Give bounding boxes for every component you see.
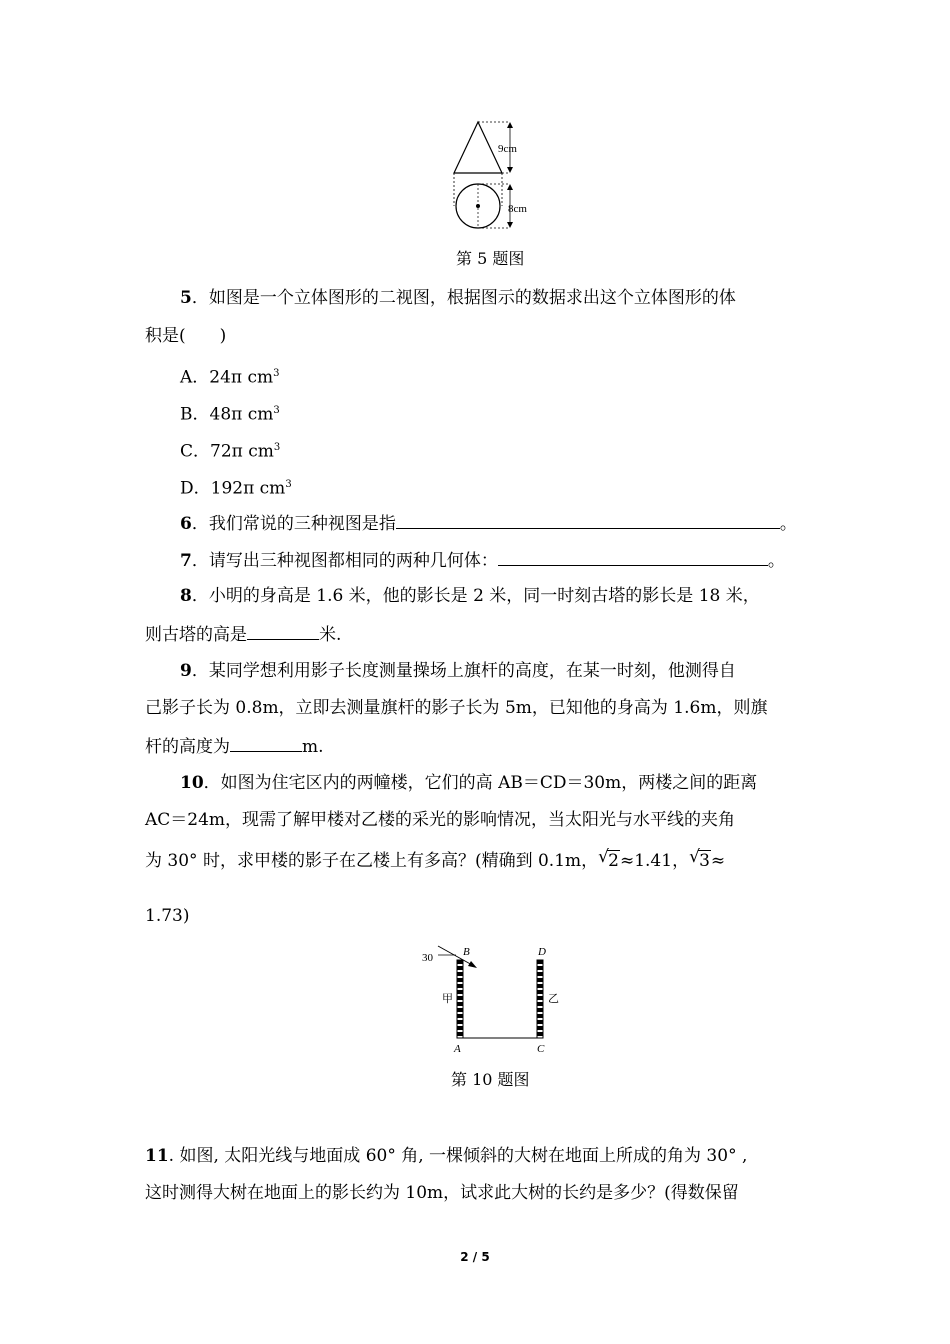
figure-5-diagram	[440, 118, 550, 238]
option-d	[180, 473, 292, 501]
sqrt-argument: 3	[699, 851, 710, 871]
option-a	[180, 362, 280, 390]
option-b	[180, 399, 280, 427]
cone-front-view	[454, 122, 502, 173]
question-text: m.	[302, 737, 324, 757]
question-text: 己影子长为 0.8m，立即去测量旗杆的影子长为 5m，已知他的身高为 1.6m，则旗	[145, 698, 768, 718]
question-text: ≈1.41，	[619, 851, 690, 871]
label-jia: 甲	[442, 993, 453, 1005]
question-text: 为 30° 时，求甲楼的影子在乙楼上有多高？(精确到 0.1m，	[145, 851, 599, 871]
option-value: 24π cm	[209, 367, 274, 388]
option-value: 72π cm	[210, 441, 274, 462]
option-letter: B．	[180, 404, 210, 425]
question-8-line2	[145, 621, 341, 647]
question-11-line1	[145, 1144, 747, 1168]
option-c	[180, 436, 280, 464]
figure-5-caption: 第 5 题图	[456, 249, 525, 268]
question-text: . 如图, 太阳光线与地面成 60° 角, 一棵倾斜的大树在地面上所成的角为 30° ,	[168, 1146, 748, 1166]
option-letter: C．	[180, 441, 211, 462]
unit-exponent: 3	[273, 442, 281, 453]
sun-ray-arrowhead	[468, 961, 477, 968]
unit-exponent: 3	[273, 405, 280, 416]
sqrt-3	[689, 849, 711, 873]
answer-blank[interactable]	[230, 733, 302, 752]
question-text: ．小明的身高是 1.6 米，他的影长是 2 米，同一时刻古塔的影长是 18 米，	[191, 586, 760, 606]
figure-10-diagram	[418, 942, 568, 1058]
arrow-head	[507, 184, 513, 190]
label-9cm: 9cm	[498, 143, 517, 155]
question-text: ．如图是一个立体图形的二视图，根据图示的数据求出这个立体图形的体	[191, 288, 736, 308]
label-A: A	[454, 1043, 461, 1055]
arrow-head	[507, 167, 513, 173]
question-text: 积是( )	[145, 326, 227, 346]
question-9-line3	[145, 733, 324, 759]
label-B: B	[463, 946, 470, 958]
question-text: ．如图为住宅区内的两幢楼，它们的高 AB＝CD＝30m，两楼之间的距离	[203, 773, 758, 793]
question-5-line2	[145, 324, 226, 348]
question-5-line1	[180, 286, 736, 310]
answer-blank[interactable]	[498, 547, 768, 566]
radical-sign: √	[598, 847, 609, 867]
question-text: ．我们常说的三种视图是指	[191, 514, 396, 534]
sentence-end: 。	[767, 551, 785, 571]
question-text: 1.73)	[145, 906, 190, 926]
question-10-line3	[145, 849, 725, 873]
question-number: 9	[180, 661, 192, 681]
label-C: C	[537, 1043, 545, 1055]
sentence-end: 。	[779, 514, 797, 534]
arrow-head	[507, 122, 513, 128]
option-letter: A．	[180, 367, 210, 388]
question-text: ≈	[710, 851, 726, 871]
angle-label: 30	[422, 952, 433, 964]
option-value: 48π cm	[209, 404, 274, 425]
radical-sign: √	[689, 847, 700, 867]
question-10-line4	[145, 904, 189, 928]
question-9-line1	[180, 659, 736, 683]
question-10-line1	[180, 771, 757, 795]
question-number: 11	[145, 1146, 169, 1166]
question-text: 杆的高度为	[145, 737, 230, 757]
circle-center-dot	[476, 204, 480, 208]
figure-10-caption: 第 10 题图	[451, 1070, 530, 1089]
label-8cm: 8cm	[508, 203, 527, 215]
option-value: 192π cm	[210, 478, 286, 499]
unit-exponent: 3	[273, 368, 280, 379]
question-10-line2	[145, 808, 735, 832]
page-number: 2 / 5	[460, 1250, 490, 1264]
arrow-head	[507, 222, 513, 228]
label-D: D	[538, 946, 546, 958]
answer-blank[interactable]	[247, 621, 319, 640]
question-text: ．某同学想利用影子长度测量操场上旗杆的高度，在某一时刻，他测得自	[191, 661, 736, 681]
question-7	[180, 547, 785, 573]
question-text: 这时测得大树在地面上的影长约为 10m，试求此大树的长约是多少？(得数保留	[145, 1183, 739, 1203]
question-number: 7	[180, 551, 192, 571]
question-text: 米.	[319, 625, 342, 645]
sqrt-argument: 2	[608, 851, 619, 871]
question-text: AC＝24m，现需了解甲楼对乙楼的采光的影响情况，当太阳光与水平线的夹角	[145, 810, 736, 830]
question-number: 10	[180, 773, 204, 793]
question-number: 6	[180, 514, 192, 534]
question-number: 5	[180, 288, 192, 308]
question-text: 则古塔的高是	[145, 625, 247, 645]
sqrt-2	[598, 849, 620, 873]
question-8-line1	[180, 584, 760, 608]
question-9-line2	[145, 696, 767, 720]
question-number: 8	[180, 586, 192, 606]
question-text: ．请写出三种视图都相同的两种几何体：	[191, 551, 498, 571]
question-6	[180, 510, 797, 536]
question-11-line2	[145, 1181, 739, 1205]
label-yi: 乙	[548, 993, 559, 1005]
answer-blank[interactable]	[396, 510, 780, 529]
unit-exponent: 3	[285, 479, 292, 490]
option-letter: D．	[180, 478, 211, 499]
